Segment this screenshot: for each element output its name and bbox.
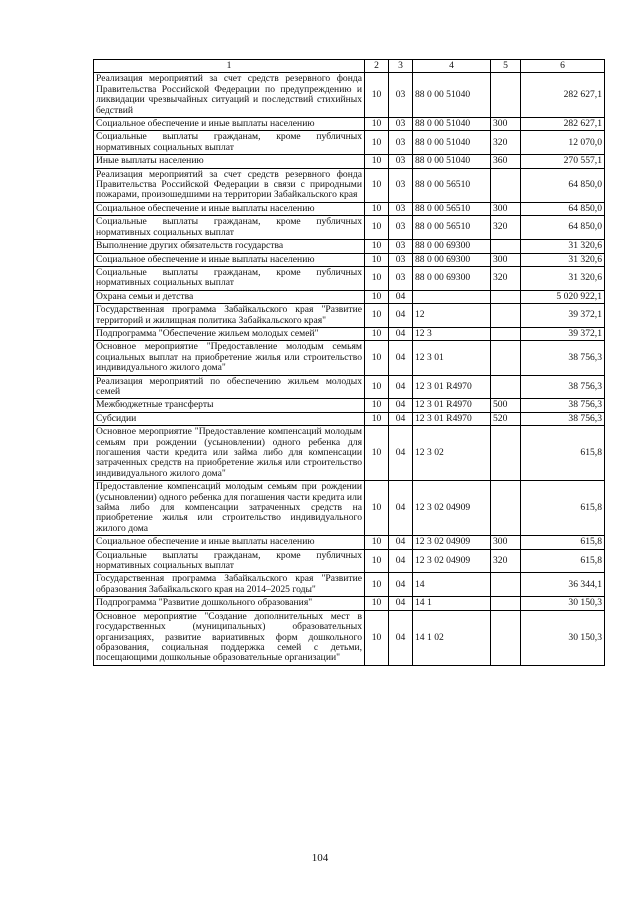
row-amount: 64 850,0 bbox=[521, 202, 605, 215]
table-header-row bbox=[94, 60, 605, 73]
row-section: 10 bbox=[365, 426, 389, 481]
row-expense-type: 500 bbox=[491, 399, 521, 412]
row-subsection: 04 bbox=[389, 597, 413, 610]
row-target-code: 14 1 bbox=[413, 597, 491, 610]
row-amount: 615,8 bbox=[521, 549, 605, 573]
table-body bbox=[94, 73, 605, 665]
row-amount: 30 150,3 bbox=[521, 597, 605, 610]
row-target-code: 12 3 02 bbox=[413, 426, 491, 481]
table-row bbox=[94, 341, 605, 375]
table-row bbox=[94, 375, 605, 399]
row-name: Реализация мероприятий за счет средств резервного фонда Правительства Российской Федерации в связи с природными пожарами, произошедшими на территории Забайкальского края bbox=[94, 168, 365, 202]
row-name: Выполнение других обязательств государства bbox=[94, 240, 365, 253]
row-section: 10 bbox=[365, 481, 389, 536]
table-row bbox=[94, 216, 605, 240]
row-name: Подпрограмма "Обеспечение жильем молодых семей" bbox=[94, 327, 365, 340]
row-target-code bbox=[413, 290, 491, 303]
row-amount: 31 320,6 bbox=[521, 266, 605, 290]
row-name: Социальное обеспечение и иные выплаты населению bbox=[94, 202, 365, 215]
table-row bbox=[94, 253, 605, 266]
row-subsection: 04 bbox=[389, 549, 413, 573]
row-expense-type bbox=[491, 73, 521, 118]
row-section: 10 bbox=[365, 73, 389, 118]
table-row bbox=[94, 412, 605, 425]
row-target-code: 88 0 00 51040 bbox=[413, 131, 491, 155]
row-target-code: 88 0 00 69300 bbox=[413, 266, 491, 290]
row-target-code: 14 1 02 bbox=[413, 610, 491, 665]
row-target-code: 12 3 02 04909 bbox=[413, 481, 491, 536]
row-section: 10 bbox=[365, 412, 389, 425]
table-row bbox=[94, 399, 605, 412]
row-section: 10 bbox=[365, 304, 389, 328]
row-expense-type bbox=[491, 327, 521, 340]
row-section: 10 bbox=[365, 216, 389, 240]
row-section: 10 bbox=[365, 131, 389, 155]
row-name: Основное мероприятие "Предоставление компенсаций молодым семьям при рождении (усыновлении) одного ребенка для погашения части кредита или займа либо для компенсации затраченных средств на приобретение жилья или строительство индивидуального жилого дома" bbox=[94, 426, 365, 481]
row-amount: 282 627,1 bbox=[521, 118, 605, 131]
row-expense-type: 320 bbox=[491, 131, 521, 155]
row-expense-type: 320 bbox=[491, 216, 521, 240]
row-subsection: 04 bbox=[389, 341, 413, 375]
row-subsection: 04 bbox=[389, 327, 413, 340]
row-amount: 64 850,0 bbox=[521, 168, 605, 202]
row-name: Реализация мероприятий по обеспечению жильем молодых семей bbox=[94, 375, 365, 399]
row-subsection: 03 bbox=[389, 216, 413, 240]
row-expense-type: 300 bbox=[491, 118, 521, 131]
row-name: Социальные выплаты гражданам, кроме публичных нормативных социальных выплат bbox=[94, 216, 365, 240]
row-target-code: 88 0 00 56510 bbox=[413, 216, 491, 240]
table-row bbox=[94, 573, 605, 597]
budget-table bbox=[93, 59, 605, 666]
row-name: Социальное обеспечение и иные выплаты населению bbox=[94, 536, 365, 549]
row-subsection: 04 bbox=[389, 536, 413, 549]
table-row bbox=[94, 536, 605, 549]
row-expense-type bbox=[491, 426, 521, 481]
row-expense-type bbox=[491, 341, 521, 375]
row-target-code: 12 bbox=[413, 304, 491, 328]
row-amount: 38 756,3 bbox=[521, 412, 605, 425]
table-row bbox=[94, 240, 605, 253]
row-subsection: 04 bbox=[389, 481, 413, 536]
row-section: 10 bbox=[365, 202, 389, 215]
row-target-code: 88 0 00 56510 bbox=[413, 202, 491, 215]
row-name: Иные выплаты населению bbox=[94, 155, 365, 168]
row-subsection: 04 bbox=[389, 426, 413, 481]
row-name: Социальные выплаты гражданам, кроме публичных нормативных социальных выплат bbox=[94, 266, 365, 290]
row-expense-type bbox=[491, 168, 521, 202]
table-row bbox=[94, 304, 605, 328]
row-section: 10 bbox=[365, 118, 389, 131]
row-target-code: 88 0 00 69300 bbox=[413, 253, 491, 266]
row-target-code: 88 0 00 51040 bbox=[413, 155, 491, 168]
row-name: Социальные выплаты гражданам, кроме публичных нормативных социальных выплат bbox=[94, 549, 365, 573]
row-subsection: 03 bbox=[389, 253, 413, 266]
row-target-code: 12 3 01 R4970 bbox=[413, 399, 491, 412]
row-expense-type bbox=[491, 597, 521, 610]
row-target-code: 88 0 00 51040 bbox=[413, 73, 491, 118]
row-amount: 31 320,6 bbox=[521, 253, 605, 266]
row-amount: 12 070,0 bbox=[521, 131, 605, 155]
row-amount: 615,8 bbox=[521, 536, 605, 549]
row-subsection: 03 bbox=[389, 73, 413, 118]
table-row bbox=[94, 327, 605, 340]
row-subsection: 04 bbox=[389, 304, 413, 328]
row-section: 10 bbox=[365, 549, 389, 573]
page-number: 104 bbox=[311, 852, 329, 864]
table-row bbox=[94, 168, 605, 202]
table-row bbox=[94, 266, 605, 290]
row-target-code: 14 bbox=[413, 573, 491, 597]
row-name: Предоставление компенсаций молодым семьям при рождении (усыновлении) одного ребенка для погашения части кредита или займа либо для компенсации затраченных средств на приобретение жилья или строительство индивидуального жилого дома bbox=[94, 481, 365, 536]
row-section: 10 bbox=[365, 573, 389, 597]
table-row bbox=[94, 131, 605, 155]
row-section: 10 bbox=[365, 536, 389, 549]
table-row bbox=[94, 118, 605, 131]
row-name: Субсидии bbox=[94, 412, 365, 425]
row-section: 10 bbox=[365, 155, 389, 168]
row-amount: 615,8 bbox=[521, 481, 605, 536]
row-section: 10 bbox=[365, 327, 389, 340]
table-row bbox=[94, 290, 605, 303]
row-expense-type: 360 bbox=[491, 155, 521, 168]
row-expense-type bbox=[491, 610, 521, 665]
table-row bbox=[94, 610, 605, 665]
row-section: 10 bbox=[365, 341, 389, 375]
table-row bbox=[94, 73, 605, 118]
header-col-1: 1 bbox=[94, 60, 365, 73]
row-subsection: 03 bbox=[389, 118, 413, 131]
row-subsection: 04 bbox=[389, 399, 413, 412]
row-expense-type: 320 bbox=[491, 266, 521, 290]
row-expense-type: 300 bbox=[491, 536, 521, 549]
row-name: Реализация мероприятий за счет средств резервного фонда Правительства Российской Федерации по предупреждению и ликвидации чрезвычайных ситуаций и последствий стихийных бедствий bbox=[94, 73, 365, 118]
row-amount: 39 372,1 bbox=[521, 327, 605, 340]
row-name: Социальные выплаты гражданам, кроме публичных нормативных социальных выплат bbox=[94, 131, 365, 155]
row-expense-type bbox=[491, 573, 521, 597]
row-amount: 38 756,3 bbox=[521, 341, 605, 375]
row-name: Охрана семьи и детства bbox=[94, 290, 365, 303]
header-col-2: 2 bbox=[365, 60, 389, 73]
header-col-3: 3 bbox=[389, 60, 413, 73]
header-col-4: 4 bbox=[413, 60, 491, 73]
table-row bbox=[94, 597, 605, 610]
row-name: Межбюджетные трансферты bbox=[94, 399, 365, 412]
row-subsection: 03 bbox=[389, 240, 413, 253]
row-amount: 36 344,1 bbox=[521, 573, 605, 597]
row-section: 10 bbox=[365, 253, 389, 266]
row-section: 10 bbox=[365, 399, 389, 412]
row-subsection: 03 bbox=[389, 266, 413, 290]
row-expense-type: 320 bbox=[491, 549, 521, 573]
row-target-code: 12 3 01 bbox=[413, 341, 491, 375]
row-target-code: 88 0 00 56510 bbox=[413, 168, 491, 202]
table-row bbox=[94, 549, 605, 573]
row-amount: 282 627,1 bbox=[521, 73, 605, 118]
row-target-code: 12 3 02 04909 bbox=[413, 549, 491, 573]
table-row bbox=[94, 426, 605, 481]
row-target-code: 12 3 02 04909 bbox=[413, 536, 491, 549]
row-expense-type bbox=[491, 375, 521, 399]
row-amount: 5 020 922,1 bbox=[521, 290, 605, 303]
row-name: Основное мероприятие "Создание дополнительных мест в государственных (муниципальных) образовательных организациях, развитие вариативных форм дошкольного образования, социальная поддержка семей с детьми, посещающими дошкольные образовательные организации" bbox=[94, 610, 365, 665]
table-row bbox=[94, 155, 605, 168]
row-amount: 615,8 bbox=[521, 426, 605, 481]
row-amount: 270 557,1 bbox=[521, 155, 605, 168]
row-section: 10 bbox=[365, 610, 389, 665]
row-subsection: 03 bbox=[389, 131, 413, 155]
row-target-code: 12 3 bbox=[413, 327, 491, 340]
row-target-code: 88 0 00 69300 bbox=[413, 240, 491, 253]
row-expense-type: 520 bbox=[491, 412, 521, 425]
row-expense-type bbox=[491, 481, 521, 536]
row-target-code: 12 3 01 R4970 bbox=[413, 412, 491, 425]
row-name: Государственная программа Забайкальского края "Развитие образования Забайкальского края на 2014–2025 годы" bbox=[94, 573, 365, 597]
row-expense-type bbox=[491, 240, 521, 253]
row-expense-type: 300 bbox=[491, 202, 521, 215]
row-subsection: 04 bbox=[389, 573, 413, 597]
row-amount: 64 850,0 bbox=[521, 216, 605, 240]
row-subsection: 04 bbox=[389, 610, 413, 665]
row-subsection: 04 bbox=[389, 375, 413, 399]
row-name: Социальное обеспечение и иные выплаты населению bbox=[94, 253, 365, 266]
header-col-6: 6 bbox=[521, 60, 605, 73]
row-target-code: 12 3 01 R4970 bbox=[413, 375, 491, 399]
header-col-5: 5 bbox=[491, 60, 521, 73]
row-section: 10 bbox=[365, 290, 389, 303]
table-row bbox=[94, 481, 605, 536]
row-section: 10 bbox=[365, 375, 389, 399]
row-subsection: 04 bbox=[389, 412, 413, 425]
row-name: Основное мероприятие "Предоставление молодым семьям социальных выплат на приобретение жилья или строительство индивидуального жилого дома" bbox=[94, 341, 365, 375]
row-name: Подпрограмма "Развитие дошкольного образования" bbox=[94, 597, 365, 610]
row-amount: 30 150,3 bbox=[521, 610, 605, 665]
row-section: 10 bbox=[365, 597, 389, 610]
row-section: 10 bbox=[365, 266, 389, 290]
row-subsection: 04 bbox=[389, 290, 413, 303]
row-expense-type bbox=[491, 304, 521, 328]
row-amount: 31 320,6 bbox=[521, 240, 605, 253]
row-amount: 38 756,3 bbox=[521, 375, 605, 399]
row-section: 10 bbox=[365, 240, 389, 253]
table-row bbox=[94, 202, 605, 215]
row-target-code: 88 0 00 51040 bbox=[413, 118, 491, 131]
row-subsection: 03 bbox=[389, 155, 413, 168]
row-amount: 39 372,1 bbox=[521, 304, 605, 328]
row-amount: 38 756,3 bbox=[521, 399, 605, 412]
row-subsection: 03 bbox=[389, 202, 413, 215]
row-expense-type bbox=[491, 290, 521, 303]
row-subsection: 03 bbox=[389, 168, 413, 202]
row-name: Социальное обеспечение и иные выплаты населению bbox=[94, 118, 365, 131]
row-name: Государственная программа Забайкальского края "Развитие территорий и жилищная политика Забайкальского края" bbox=[94, 304, 365, 328]
row-expense-type: 300 bbox=[491, 253, 521, 266]
row-section: 10 bbox=[365, 168, 389, 202]
